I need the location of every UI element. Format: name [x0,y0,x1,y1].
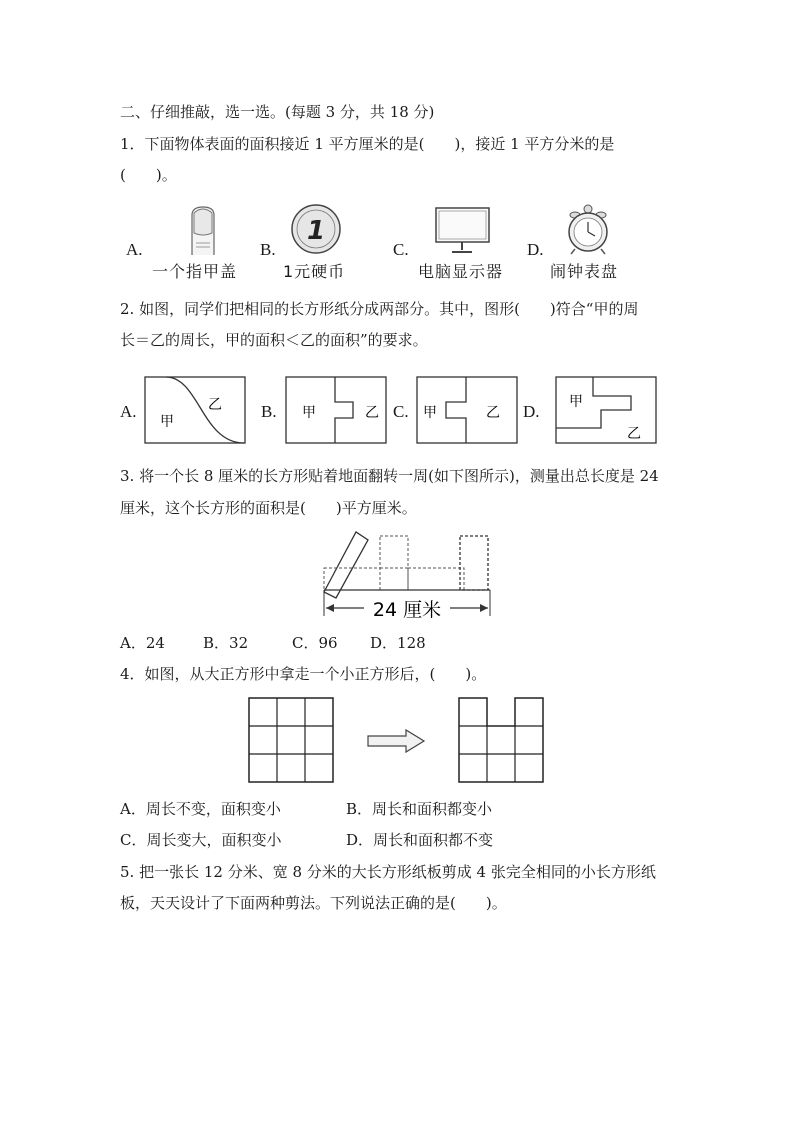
q3-flip-figure [300,528,500,628]
q2-c-yi: 乙 [486,405,500,421]
q2-option-b-letter: B. [261,402,277,421]
q3-option-d: D．128 [370,634,426,652]
q2-c-jia: 甲 [423,405,437,421]
q2-d-yi: 乙 [627,426,641,442]
q2-figure-d [555,376,659,446]
q2-option-a-letter: A. [120,402,137,421]
q2-line2: 长＝乙的周长，甲的面积＜乙的面积”的要求。 [120,331,428,349]
q2-line1: 2. 如图，同学们把相同的长方形纸分成两部分。其中，图形( )符合“甲的周 [120,300,639,318]
q2-figure-a [144,376,248,446]
q3-option-c: C．96 [292,634,338,652]
coin-icon [290,203,342,255]
q2-figure-b [285,376,389,446]
q1-option-d-letter: D. [527,240,544,259]
coin-digit: 1 [306,216,326,246]
q1-line1: 1．下面物体表面的面积接近 1 平方厘米的是( )，接近 1 平方分米的是 [120,135,615,153]
q2-option-c-letter: C. [393,402,409,421]
q1-option-b-caption: 1元硬币 [283,262,346,281]
q2-option-d-letter: D. [523,402,540,421]
q4-option-b: B．周长和面积都变小 [346,800,493,818]
q3-option-b: B．32 [203,634,249,652]
q1-option-d-caption: 闹钟表盘 [550,262,619,281]
q2-b-yi: 乙 [365,405,379,421]
q2-figure-c [416,376,520,446]
q3-line1: 3. 将一个长 8 厘米的长方形贴着地面翻转一周(如下图所示)，测量出总长度是 24 [120,467,659,485]
section-title: 二、仔细推敲，选一选。(每题 3 分，共 18 分) [120,103,435,121]
q5-line1: 5. 把一张长 12 分米、宽 8 分米的大长方形纸板剪成 4 张完全相同的小长方形纸 [120,863,656,881]
q1-option-a-letter: A. [126,240,143,259]
alarm-clock-icon [563,203,613,255]
fingernail-icon [186,205,220,257]
q4-option-a: A．周长不变，面积变小 [120,800,281,818]
q4-option-c: C．周长变大，面积变小 [120,831,282,849]
monitor-icon [434,206,492,256]
q4-option-d: D．周长和面积都不变 [346,831,494,849]
q1-option-a-caption: 一个指甲盖 [152,262,238,281]
q2-a-jia: 甲 [160,414,174,430]
q1-option-c-caption: 电脑显示器 [418,262,504,281]
q2-d-jia: 甲 [569,394,583,410]
q1-line2: ( )。 [120,166,177,184]
q4-square-missing-one [458,697,544,783]
q1-option-b-letter: B. [260,240,276,259]
q5-line2: 板，天天设计了下面两种剪法。下列说法正确的是( )。 [120,894,507,912]
q4-full-square [248,697,334,783]
q3-measure-label: 24 厘米 [372,599,442,621]
q3-option-a: A．24 [120,634,165,652]
q2-b-jia: 甲 [302,405,316,421]
right-arrow-icon [366,728,428,754]
q1-option-c-letter: C. [393,240,409,259]
q2-a-yi: 乙 [208,397,222,413]
q4-line1: 4．如图，从大正方形中拿走一个小正方形后，( )。 [120,665,487,683]
q3-line2: 厘米，这个长方形的面积是( )平方厘米。 [120,499,417,517]
